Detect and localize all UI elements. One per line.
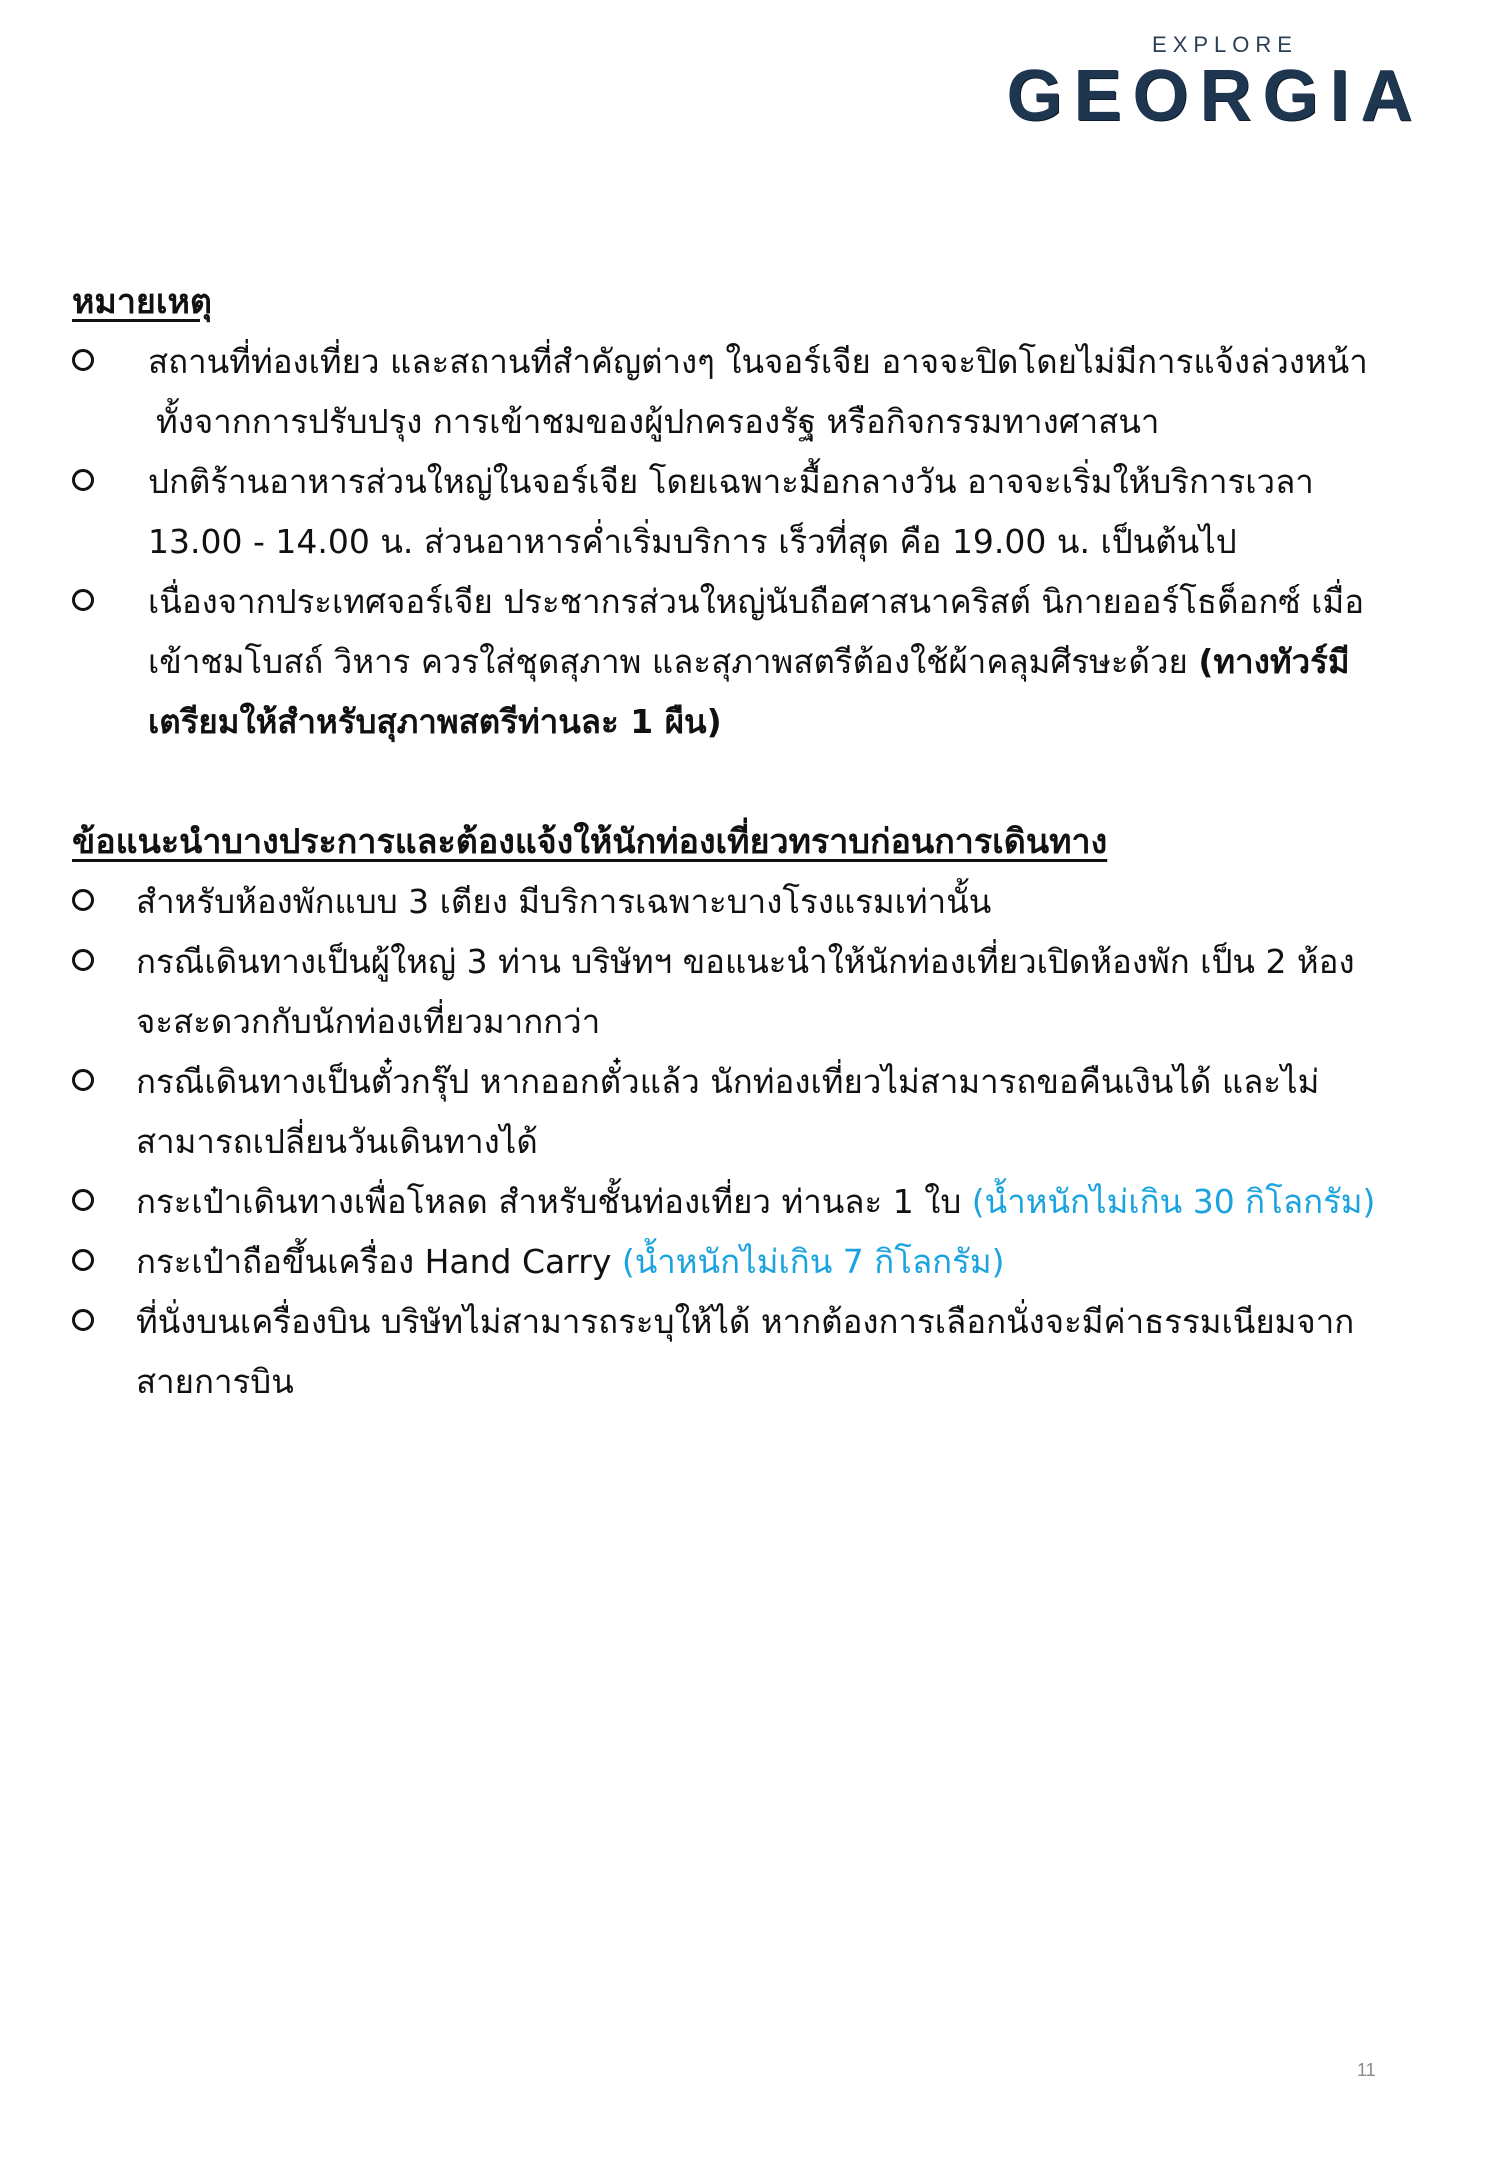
list-item-text: ปกติร้านอาหารส่วนใหญ่ในจอร์เจีย โดยเฉพาะมื้อกลางวัน อาจจะเริ่มให้บริการเวลา [148,462,1314,501]
list-item-text: ที่นั่งบนเครื่องบิน บริษัทไม่สามารถระบุให้ได้ หากต้องการเลือกนั่งจะมีค่าธรรมเนียมจาก [136,1302,1355,1341]
list-item-text: สามารถเปลี่ยนวันเดินทางได้ [136,1122,538,1161]
list-item-text: จะสะดวกกับนักท่องเที่ยวมากกว่า [136,1002,601,1041]
document-body [72,272,1452,1412]
list-item-text: กระเป๋าถือขึ้นเครื่อง Hand Carry [136,1242,612,1281]
notes-section [72,272,1452,752]
list-item-line [136,1232,1452,1292]
list-item-text: กรณีเดินทางเป็นตั๋วกรุ๊ป หากออกตั๋วแล้ว นักท่องเที่ยวไม่สามารถขอคืนเงินได้ และไม่ [136,1062,1320,1101]
advice-title: ข้อแนะนำบางประการและต้องแจ้งให้นักท่องเที่ยวทราบก่อนการเดินทาง [72,822,1108,862]
advice-list [72,872,1452,1412]
list-item-text: สถานที่ท่องเที่ยว และสถานที่สำคัญต่างๆ ในจอร์เจีย อาจจะปิดโดยไม่มีการแจ้งล่วงหน้า [148,342,1368,381]
bold-note-text: (ทางทัวร์มี [1198,642,1350,681]
list-item [72,332,1452,452]
bullet-icon [72,1189,94,1211]
list-item-line [148,632,1452,692]
list-item [72,872,1452,932]
bullet-icon [72,469,94,491]
bullet-icon [72,1249,94,1271]
bullet-icon [72,589,94,611]
page-number: 11 [1357,2060,1376,2080]
list-item [72,1232,1452,1292]
logo-explore-text: EXPLORE [1152,32,1298,57]
list-item-text: กรณีเดินทางเป็นผู้ใหญ่ 3 ท่าน บริษัทฯ ขอแนะนำให้นักท่องเที่ยวเปิดห้องพัก เป็น 2 ห้อง [136,942,1355,981]
advice-section [72,812,1452,1412]
notes-list [72,332,1452,752]
bullet-icon [72,949,94,971]
list-item-text: สายการบิน [136,1362,294,1401]
list-item [72,1052,1452,1172]
logo-georgia-text: GEORGIA [1006,56,1424,136]
list-item [72,932,1452,1052]
list-item-text: เนื่องจากประเทศจอร์เจีย ประชากรส่วนใหญ่นับถือศาสนาคริสต์ นิกายออร์โธด็อกซ์ เมื่อ [148,582,1365,621]
bullet-icon [72,349,94,371]
list-item [72,452,1452,572]
bold-note-text: เตรียมให้สำหรับสุภาพสตรีท่านละ 1 ผืน) [148,702,722,741]
list-item-text: กระเป๋าเดินทางเพื่อโหลด สำหรับชั้นท่องเที่ยว ท่านละ 1 ใบ [136,1182,962,1221]
list-item [72,572,1452,752]
list-item-text: ทั้งจากการปรับปรุง การเข้าชมของผู้ปกครองรัฐ หรือกิจกรรมทางศาสนา [156,402,1160,441]
weight-limit-text: (น้ำหนักไม่เกิน 7 กิโลกรัม) [621,1242,1005,1281]
notes-title: หมายเหตุ [72,282,212,322]
bullet-icon [72,1309,94,1331]
list-item [72,1172,1452,1232]
explore-georgia-logo [1000,32,1430,136]
list-item [72,1292,1452,1412]
list-item-text: เข้าชมโบสถ์ วิหาร ควรใส่ชุดสุภาพ และสุภาพสตรีต้องใช้ผ้าคลุมศีรษะด้วย [148,642,1188,681]
list-item-text: 13.00 - 14.00 น. ส่วนอาหารค่ำเริ่มบริการ เร็วที่สุด คือ 19.00 น. เป็นต้นไป [148,522,1237,561]
bullet-icon [72,889,94,911]
bullet-icon [72,1069,94,1091]
weight-limit-text: (น้ำหนักไม่เกิน 30 กิโลกรัม) [971,1182,1376,1221]
list-item-line [136,1172,1452,1232]
list-item-text: สำหรับห้องพักแบบ 3 เตียง มีบริการเฉพาะบางโรงแรมเท่านั้น [136,882,992,921]
